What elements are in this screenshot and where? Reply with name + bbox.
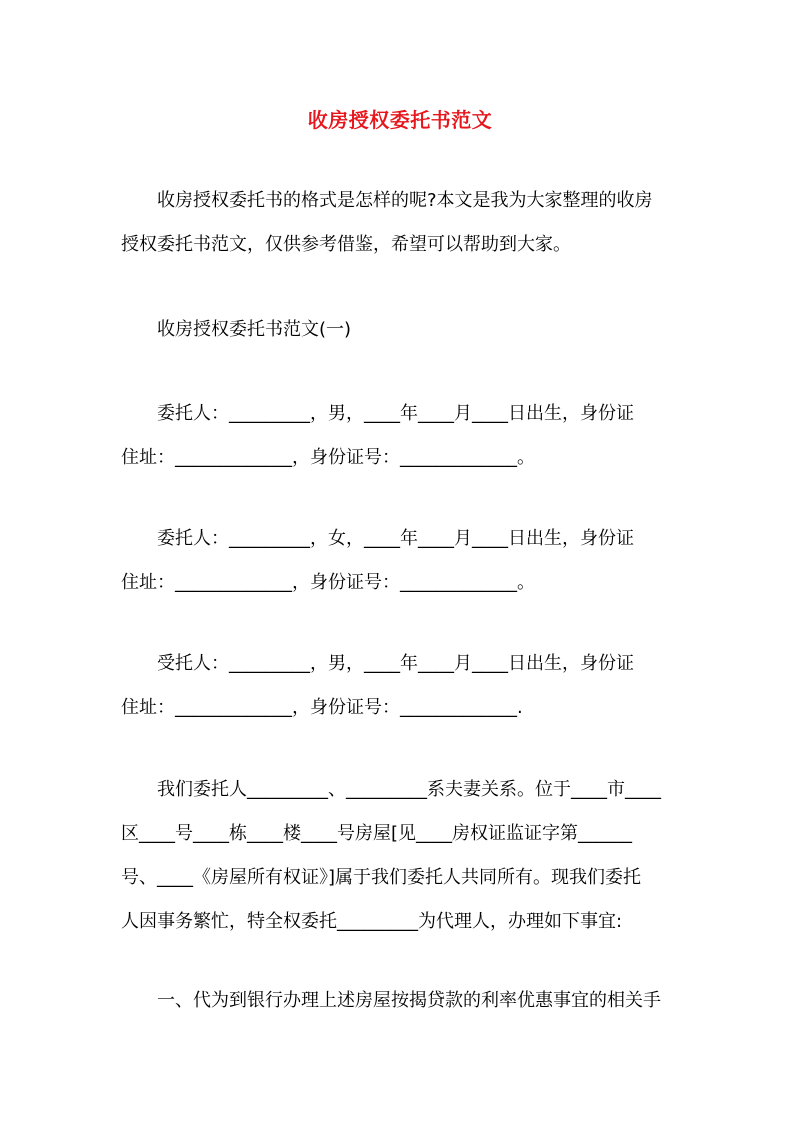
section-heading-text: 收房授权委托书范文(一) (121, 319, 352, 340)
principal-2-paragraph (121, 517, 681, 605)
principal-1-line: 住址：_____________，身份证号：_____________。 (121, 447, 535, 468)
section-heading (121, 308, 681, 352)
body-line: 我们委托人_________、_________系夫妻关系。位于____市____ (121, 779, 661, 800)
body-line: 号、____《房屋所有权证》]属于我们委托人共同所有。现我们委托 (121, 867, 642, 888)
principal-2-line: 委托人：_________，女，____年____月____日出生，身份证 (121, 528, 634, 549)
principal-1-line: 委托人：_________，男，____年____月____日出生，身份证 (121, 403, 634, 424)
principal-2-line: 住址：_____________，身份证号：_____________。 (121, 572, 535, 593)
agent-line: 受托人：_________，男，____年____月____日出生，身份证 (121, 653, 634, 674)
body-paragraph (121, 768, 681, 944)
body-line: 区____号____栋____楼____号房屋[见____房权证监证字第______ (121, 823, 633, 844)
agent-line: 住址：_____________，身份证号：_____________. (121, 697, 523, 718)
intro-paragraph (121, 179, 681, 267)
principal-1-paragraph (121, 392, 681, 480)
agent-paragraph (121, 642, 681, 730)
body-line: 人因事务繁忙，特全权委托_________为代理人，办理如下事宜: (121, 911, 623, 932)
item-1-paragraph (121, 979, 681, 1023)
document-title: 收房授权委托书范文 (307, 108, 493, 132)
intro-line: 授权委托书范文，仅供参考借鉴，希望可以帮助到大家。 (121, 234, 571, 255)
item-1-line: 一、代为到银行办理上述房屋按揭贷款的利率优惠事宜的相关手 (121, 990, 661, 1011)
intro-line: 收房授权委托书的格式是怎样的呢?本文是我为大家整理的收房 (121, 190, 653, 211)
